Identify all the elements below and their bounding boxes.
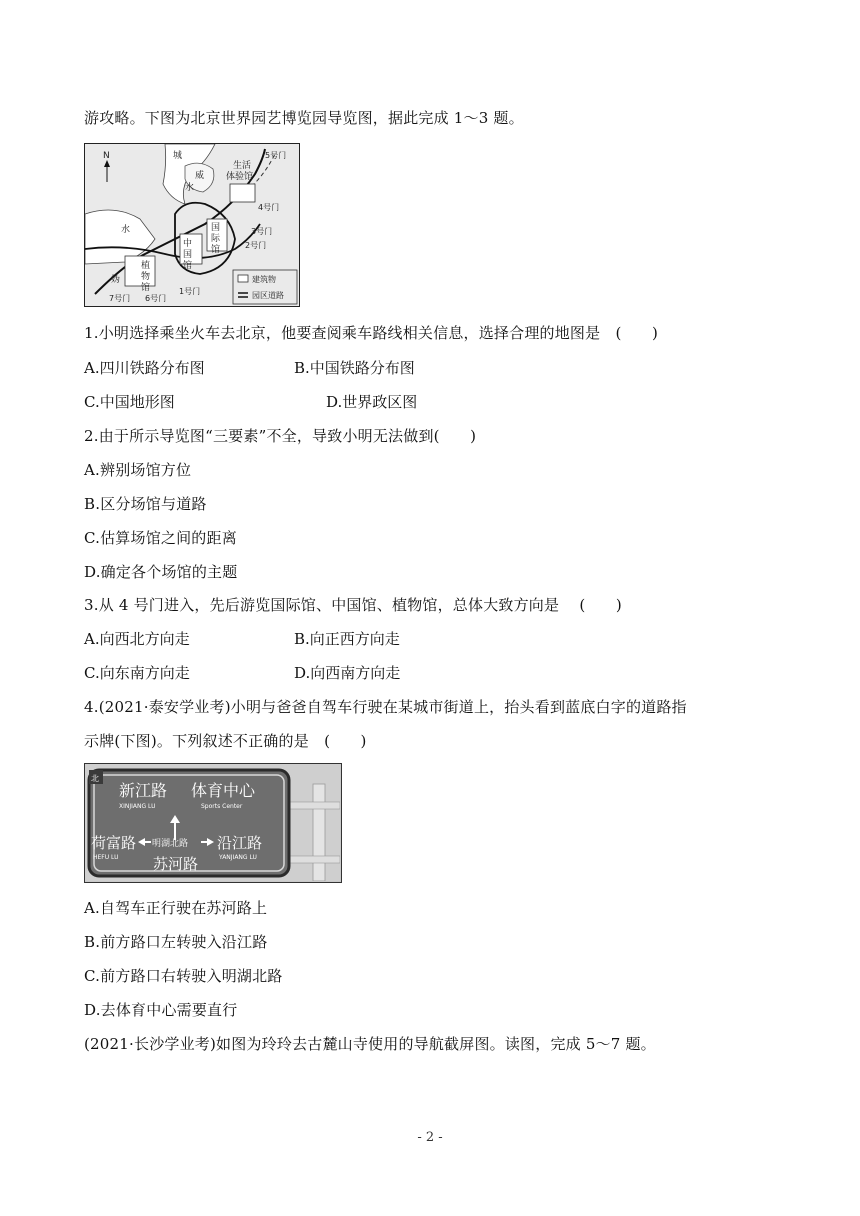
road-sign-photo	[84, 763, 342, 883]
q2-option-d: D.确定各个场馆的主题	[84, 563, 238, 581]
q4-option-a: A.自驾车正行驶在苏河路上	[84, 899, 268, 917]
map-label-zhong: 中	[183, 239, 193, 249]
map-label-gui: 妫	[111, 275, 121, 285]
q2-option-b: B.区分场馆与道路	[84, 495, 207, 513]
sign-pole	[313, 784, 325, 881]
gate-6-label: 6号门	[145, 294, 167, 303]
q4-stem-line2: 示牌(下图)。下列叙述不正确的是 ( )	[84, 732, 367, 750]
building-life-hall	[230, 184, 255, 202]
q3-option-d: D.向西南方向走	[294, 664, 401, 682]
gate-2-label: 2号门	[245, 241, 267, 250]
north-arrow-head	[104, 160, 110, 167]
map-label-guo: 国	[211, 223, 221, 233]
building-plant-hall	[125, 256, 155, 286]
map-label-guan2: 馆	[183, 261, 193, 271]
map-label-shui2: 水	[121, 225, 131, 235]
q3-stem: 3.从 4 号门进入，先后游览国际馆、中国馆、植物馆，总体大致方向是 ( )	[84, 596, 622, 614]
q2-option-c: C.估算场馆之间的距离	[84, 529, 237, 547]
q3-option-a: A.向西北方向走	[84, 630, 190, 648]
intro-text: 游攻略。下图为北京世界园艺博览园导览图，据此完成 1～3 题。	[84, 109, 524, 127]
q2-option-a: A.辨别场馆方位	[84, 461, 192, 479]
q4-option-b: B.前方路口左转驶入沿江路	[84, 933, 268, 951]
sign-suhe-road: 苏河路	[153, 855, 199, 873]
sign-hefu-road: 荷富路	[91, 834, 137, 852]
legend-building-label: 建筑物	[252, 275, 276, 284]
sign-yanjiang-pinyin: YANJIANG LU	[219, 854, 257, 861]
map-label-wei: 威	[195, 171, 205, 181]
map-label-zhi: 植	[141, 261, 151, 271]
page-number: - 2 -	[417, 1130, 443, 1145]
park-map-graphic	[85, 144, 298, 305]
q1-option-a: A.四川铁路分布图	[84, 359, 205, 377]
sign-yanjiang-road: 沿江路	[217, 834, 263, 852]
sign-north: 北	[91, 774, 99, 783]
gate-7-label: 7号门	[109, 294, 131, 303]
q1-option-b: B.中国铁路分布图	[294, 359, 415, 377]
park-guide-map	[84, 143, 300, 307]
north-label: N	[103, 151, 110, 161]
sign-hefu-pinyin: HEFU LU	[93, 854, 119, 861]
q3-option-b: B.向正西方向走	[294, 630, 400, 648]
map-label-guo2: 国	[183, 250, 193, 260]
legend-building-swatch	[238, 275, 248, 282]
q2-stem: 2.由于所示导览图“三要素”不全，导致小明无法做到( )	[84, 427, 477, 445]
q4-option-d: D.去体育中心需要直行	[84, 1001, 238, 1019]
gate-4-label: 4号门	[258, 203, 280, 212]
map-label-wu: 物	[141, 272, 151, 282]
sign-sports-center: 体育中心	[191, 781, 256, 800]
sign-minghu-north-road: 明湖北路	[152, 839, 189, 849]
legend-road-label: 园区道路	[252, 291, 284, 300]
q1-stem: 1.小明选择乘坐火车去北京，他要查阅乘车路线相关信息，选择合理的地图是 ( )	[84, 324, 659, 342]
sign-sports-center-en: Sports Center	[201, 803, 243, 810]
map-label-ji: 际	[211, 234, 221, 244]
sign-xinjiang-pinyin: XINJIANG LU	[119, 803, 156, 810]
q1-option-c: C.中国地形图	[84, 393, 175, 411]
map-label-experience: 体验馆	[226, 172, 254, 182]
q1-option-d: D.世界政区图	[326, 393, 418, 411]
q4-stem-line1: 4.(2021·泰安学业考)小明与爸爸自驾车行驶在某城市街道上，抬头看到蓝底白字的道路指	[84, 698, 687, 716]
q3-option-c: C.向东南方向走	[84, 664, 190, 682]
road-sign-graphic	[85, 764, 340, 881]
map-label-guan3: 馆	[141, 283, 151, 293]
gate-5-label: 5号门	[265, 151, 287, 160]
map-label-cheng: 城	[173, 151, 183, 161]
gate-1-label: 1号门	[179, 287, 201, 296]
sign-xinjiang-road: 新江路	[119, 781, 168, 800]
gate-3-label: 3号门	[251, 227, 273, 236]
map-label-life: 生活	[233, 161, 252, 171]
q4-option-c: C.前方路口右转驶入明湖北路	[84, 967, 283, 985]
map-label-guan: 馆	[211, 245, 221, 255]
q5-7-intro: (2021·长沙学业考)如图为玲玲去古麓山寺使用的导航截屏图。读图，完成 5～7 题。	[84, 1035, 656, 1053]
map-label-shui: 水	[185, 183, 195, 193]
